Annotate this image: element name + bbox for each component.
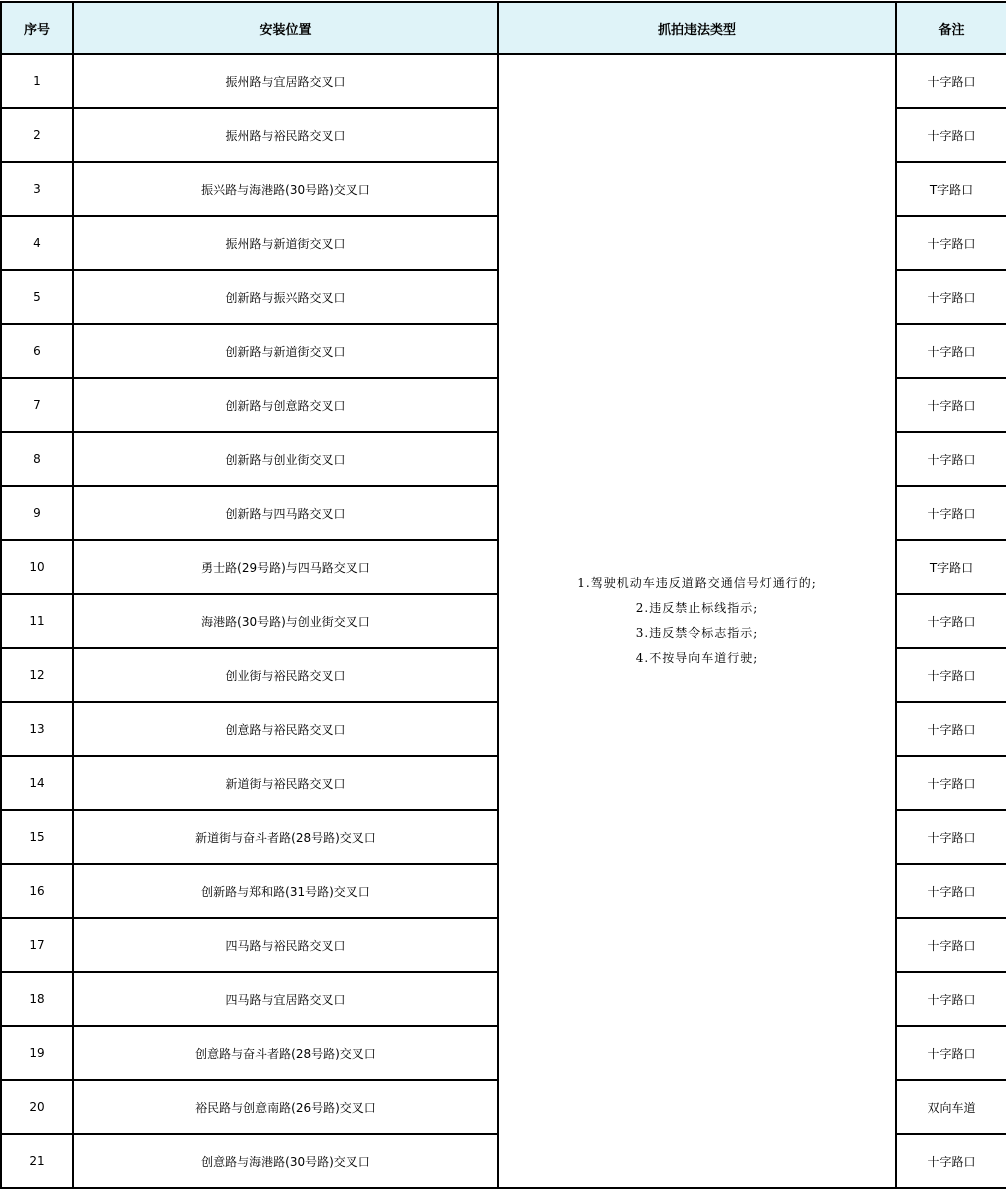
camera-location-table [0,1,1006,1189]
row-note: 十字路口 [896,1134,1006,1188]
row-note: 十字路口 [896,810,1006,864]
row-note: 十字路口 [896,54,1006,108]
row-note: 十字路口 [896,918,1006,972]
row-index: 19 [1,1026,73,1080]
header-index: 序号 [1,2,73,54]
table-row [1,54,1006,108]
row-note: 十字路口 [896,972,1006,1026]
row-location: 创意路与裕民路交叉口 [73,702,498,756]
row-location: 创新路与新道街交叉口 [73,324,498,378]
row-index: 3 [1,162,73,216]
row-index: 1 [1,54,73,108]
row-note: T字路口 [896,162,1006,216]
row-note: T字路口 [896,540,1006,594]
header-location: 安装位置 [73,2,498,54]
row-index: 7 [1,378,73,432]
row-note: 十字路口 [896,324,1006,378]
row-location: 裕民路与创意南路(26号路)交叉口 [73,1080,498,1134]
row-index: 10 [1,540,73,594]
violation-type-item: 2.违反禁止标线指示; [635,601,759,615]
row-note: 十字路口 [896,648,1006,702]
row-note: 十字路口 [896,216,1006,270]
row-note: 十字路口 [896,594,1006,648]
row-index: 21 [1,1134,73,1188]
row-location: 振兴路与海港路(30号路)交叉口 [73,162,498,216]
row-location: 新道街与奋斗者路(28号路)交叉口 [73,810,498,864]
row-location: 创新路与创意路交叉口 [73,378,498,432]
row-index: 4 [1,216,73,270]
row-location: 海港路(30号路)与创业街交叉口 [73,594,498,648]
row-note: 十字路口 [896,702,1006,756]
row-index: 18 [1,972,73,1026]
header-violation-types: 抓拍违法类型 [498,2,896,54]
row-location: 创意路与海港路(30号路)交叉口 [73,1134,498,1188]
row-note: 十字路口 [896,108,1006,162]
row-location: 创业街与裕民路交叉口 [73,648,498,702]
row-note: 十字路口 [896,1026,1006,1080]
row-index: 5 [1,270,73,324]
row-note: 十字路口 [896,486,1006,540]
violation-types-cell [498,54,896,1188]
row-index: 12 [1,648,73,702]
row-note: 十字路口 [896,756,1006,810]
table-header-row [1,2,1006,54]
row-note: 双向车道 [896,1080,1006,1134]
row-index: 15 [1,810,73,864]
violation-type-item: 1.驾驶机动车违反道路交通信号灯通行的; [577,576,817,590]
row-location: 新道街与裕民路交叉口 [73,756,498,810]
row-location: 振州路与宜居路交叉口 [73,54,498,108]
violation-type-item: 3.违反禁令标志指示; [635,626,759,640]
row-index: 16 [1,864,73,918]
row-location: 勇士路(29号路)与四马路交叉口 [73,540,498,594]
row-index: 14 [1,756,73,810]
row-index: 9 [1,486,73,540]
row-index: 11 [1,594,73,648]
row-index: 17 [1,918,73,972]
row-note: 十字路口 [896,864,1006,918]
row-index: 6 [1,324,73,378]
table-body [1,54,1006,1188]
row-index: 8 [1,432,73,486]
row-note: 十字路口 [896,270,1006,324]
row-index: 2 [1,108,73,162]
row-location: 四马路与裕民路交叉口 [73,918,498,972]
violation-type-item: 4.不按导向车道行驶; [635,651,759,665]
row-location: 创意路与奋斗者路(28号路)交叉口 [73,1026,498,1080]
row-location: 四马路与宜居路交叉口 [73,972,498,1026]
row-index: 20 [1,1080,73,1134]
header-note: 备注 [896,2,1006,54]
row-location: 创新路与郑和路(31号路)交叉口 [73,864,498,918]
row-location: 创新路与振兴路交叉口 [73,270,498,324]
row-note: 十字路口 [896,432,1006,486]
row-location: 创新路与四马路交叉口 [73,486,498,540]
row-index: 13 [1,702,73,756]
row-location: 创新路与创业街交叉口 [73,432,498,486]
row-note: 十字路口 [896,378,1006,432]
row-location: 振州路与新道街交叉口 [73,216,498,270]
row-location: 振州路与裕民路交叉口 [73,108,498,162]
